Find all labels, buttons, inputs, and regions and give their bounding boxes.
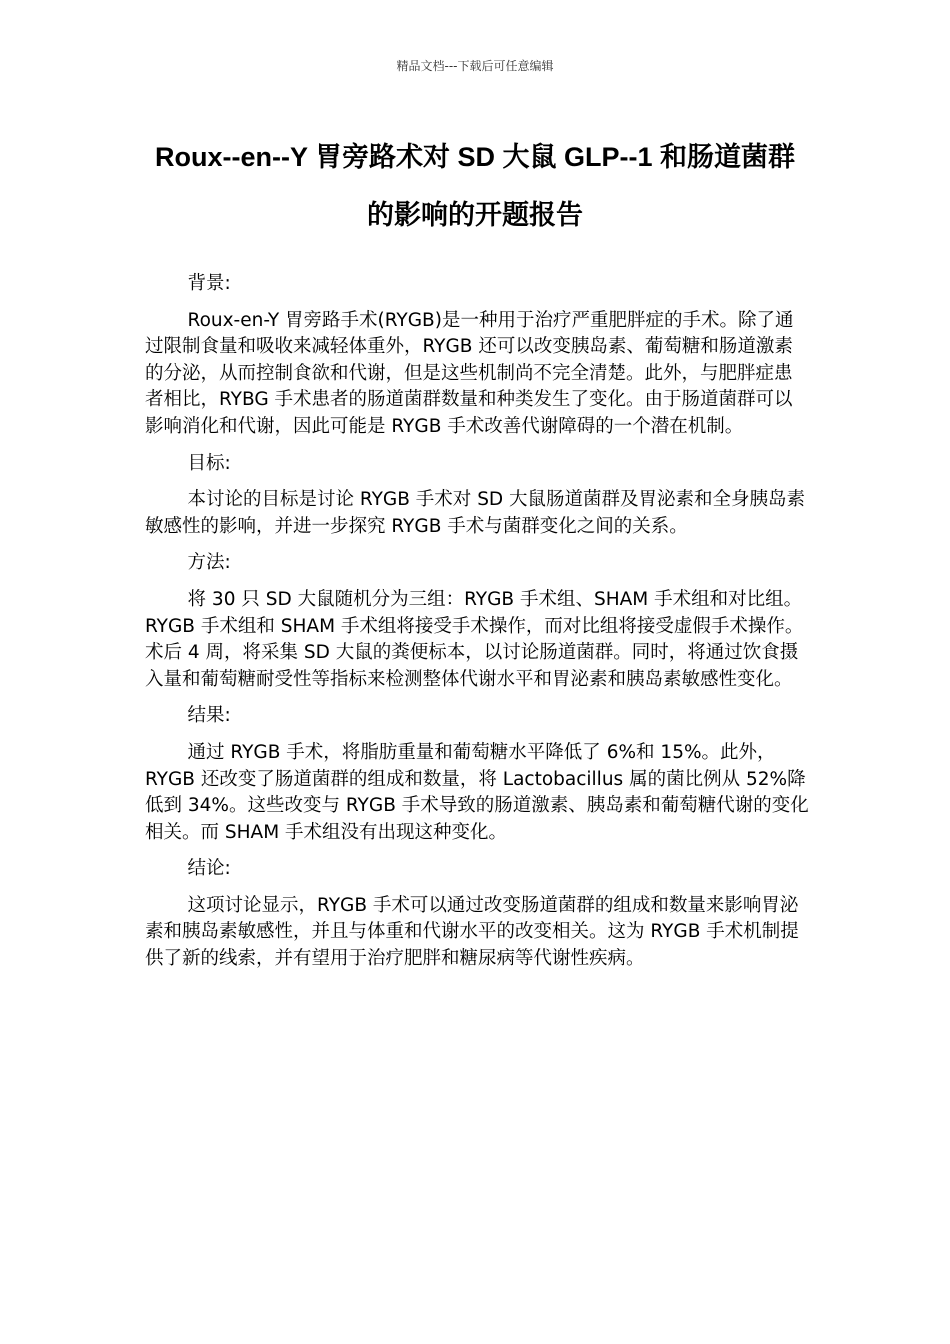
section-heading-results: 结果:: [187, 705, 231, 727]
header-note: 精品文档---下载后可任意编辑: [396, 59, 554, 73]
section-paragraph-conclusion: 这项讨论显示，RYGB 手术可以通过改变肠道菌群的组成和数量来影响胃泌素和胰岛素敏感性，并且与体重和代谢水平的改变相关。这为 RYGB 手术机制提供了新的线索，并有望用于治疗肥胖和糖尿病等代谢性疾病。: [145, 894, 799, 970]
title-line-2: 的影响的开题报告: [367, 200, 583, 230]
section-paragraph-methods: 将 30 只 SD 大鼠随机分为三组：RYGB 手术组、SHAM 手术组和对比组。RYGB 手术组和 SHAM 手术组将接受手术操作，而对比组将接受虚假手术操作。术后 4 周，将采集 SD 大鼠的粪便标本，以讨论肠道菌群。同时，将通过饮食摄入量和葡萄糖耐受性等指标来检测整体代谢水平和胃泌素和胰岛素敏感性变化。: [145, 588, 804, 690]
section-heading-objective: 目标:: [187, 452, 231, 474]
section-paragraph-results: 通过 RYGB 手术，将脂肪重量和葡萄糖水平降低了 6%和 15%。此外，RYGB 还改变了肠道菌群的组成和数量，将 Lactobacillus 属的菌比例从 52%降低到 34%。这些改变与 RYGB 手术导致的肠道激素、胰岛素和葡萄糖代谢的变化相关。而 SHAM 手术组没有出现这种变化。: [145, 741, 809, 843]
section-heading-conclusion: 结论:: [187, 858, 231, 880]
section-heading-background: 背景:: [187, 273, 231, 294]
section-paragraph-background: Roux-en-Y 胃旁路手术(RYGB)是一种用于治疗严重肥胖症的手术。除了通过限制食量和吸收来减轻体重外，RYGB 还可以改变胰岛素、葡萄糖和肠道激素的分泌，从而控制食欲和代谢，但是这些机制尚不完全清楚。此外，与肥胖症患者相比，RYBG 手术患者的肠道菌群数量和种类发生了变化。由于肠道菌群可以影响消化和代谢，因此可能是 RYGB 手术改善代谢障碍的一个潜在机制。: [145, 309, 794, 437]
section-paragraph-objective: 本讨论的目标是讨论 RYGB 手术对 SD 大鼠肠道菌群及胃泌素和全身胰岛素敏感性的影响，并进一步探究 RYGB 手术与菌群变化之间的关系。: [145, 489, 806, 537]
section-heading-methods: 方法:: [187, 552, 231, 574]
title-line-1: Roux--en--Y 胃旁路术对 SD 大鼠 GLP--1 和肠道菌群: [154, 142, 795, 172]
document-body: [145, 271, 810, 973]
document-title: [100, 128, 850, 244]
